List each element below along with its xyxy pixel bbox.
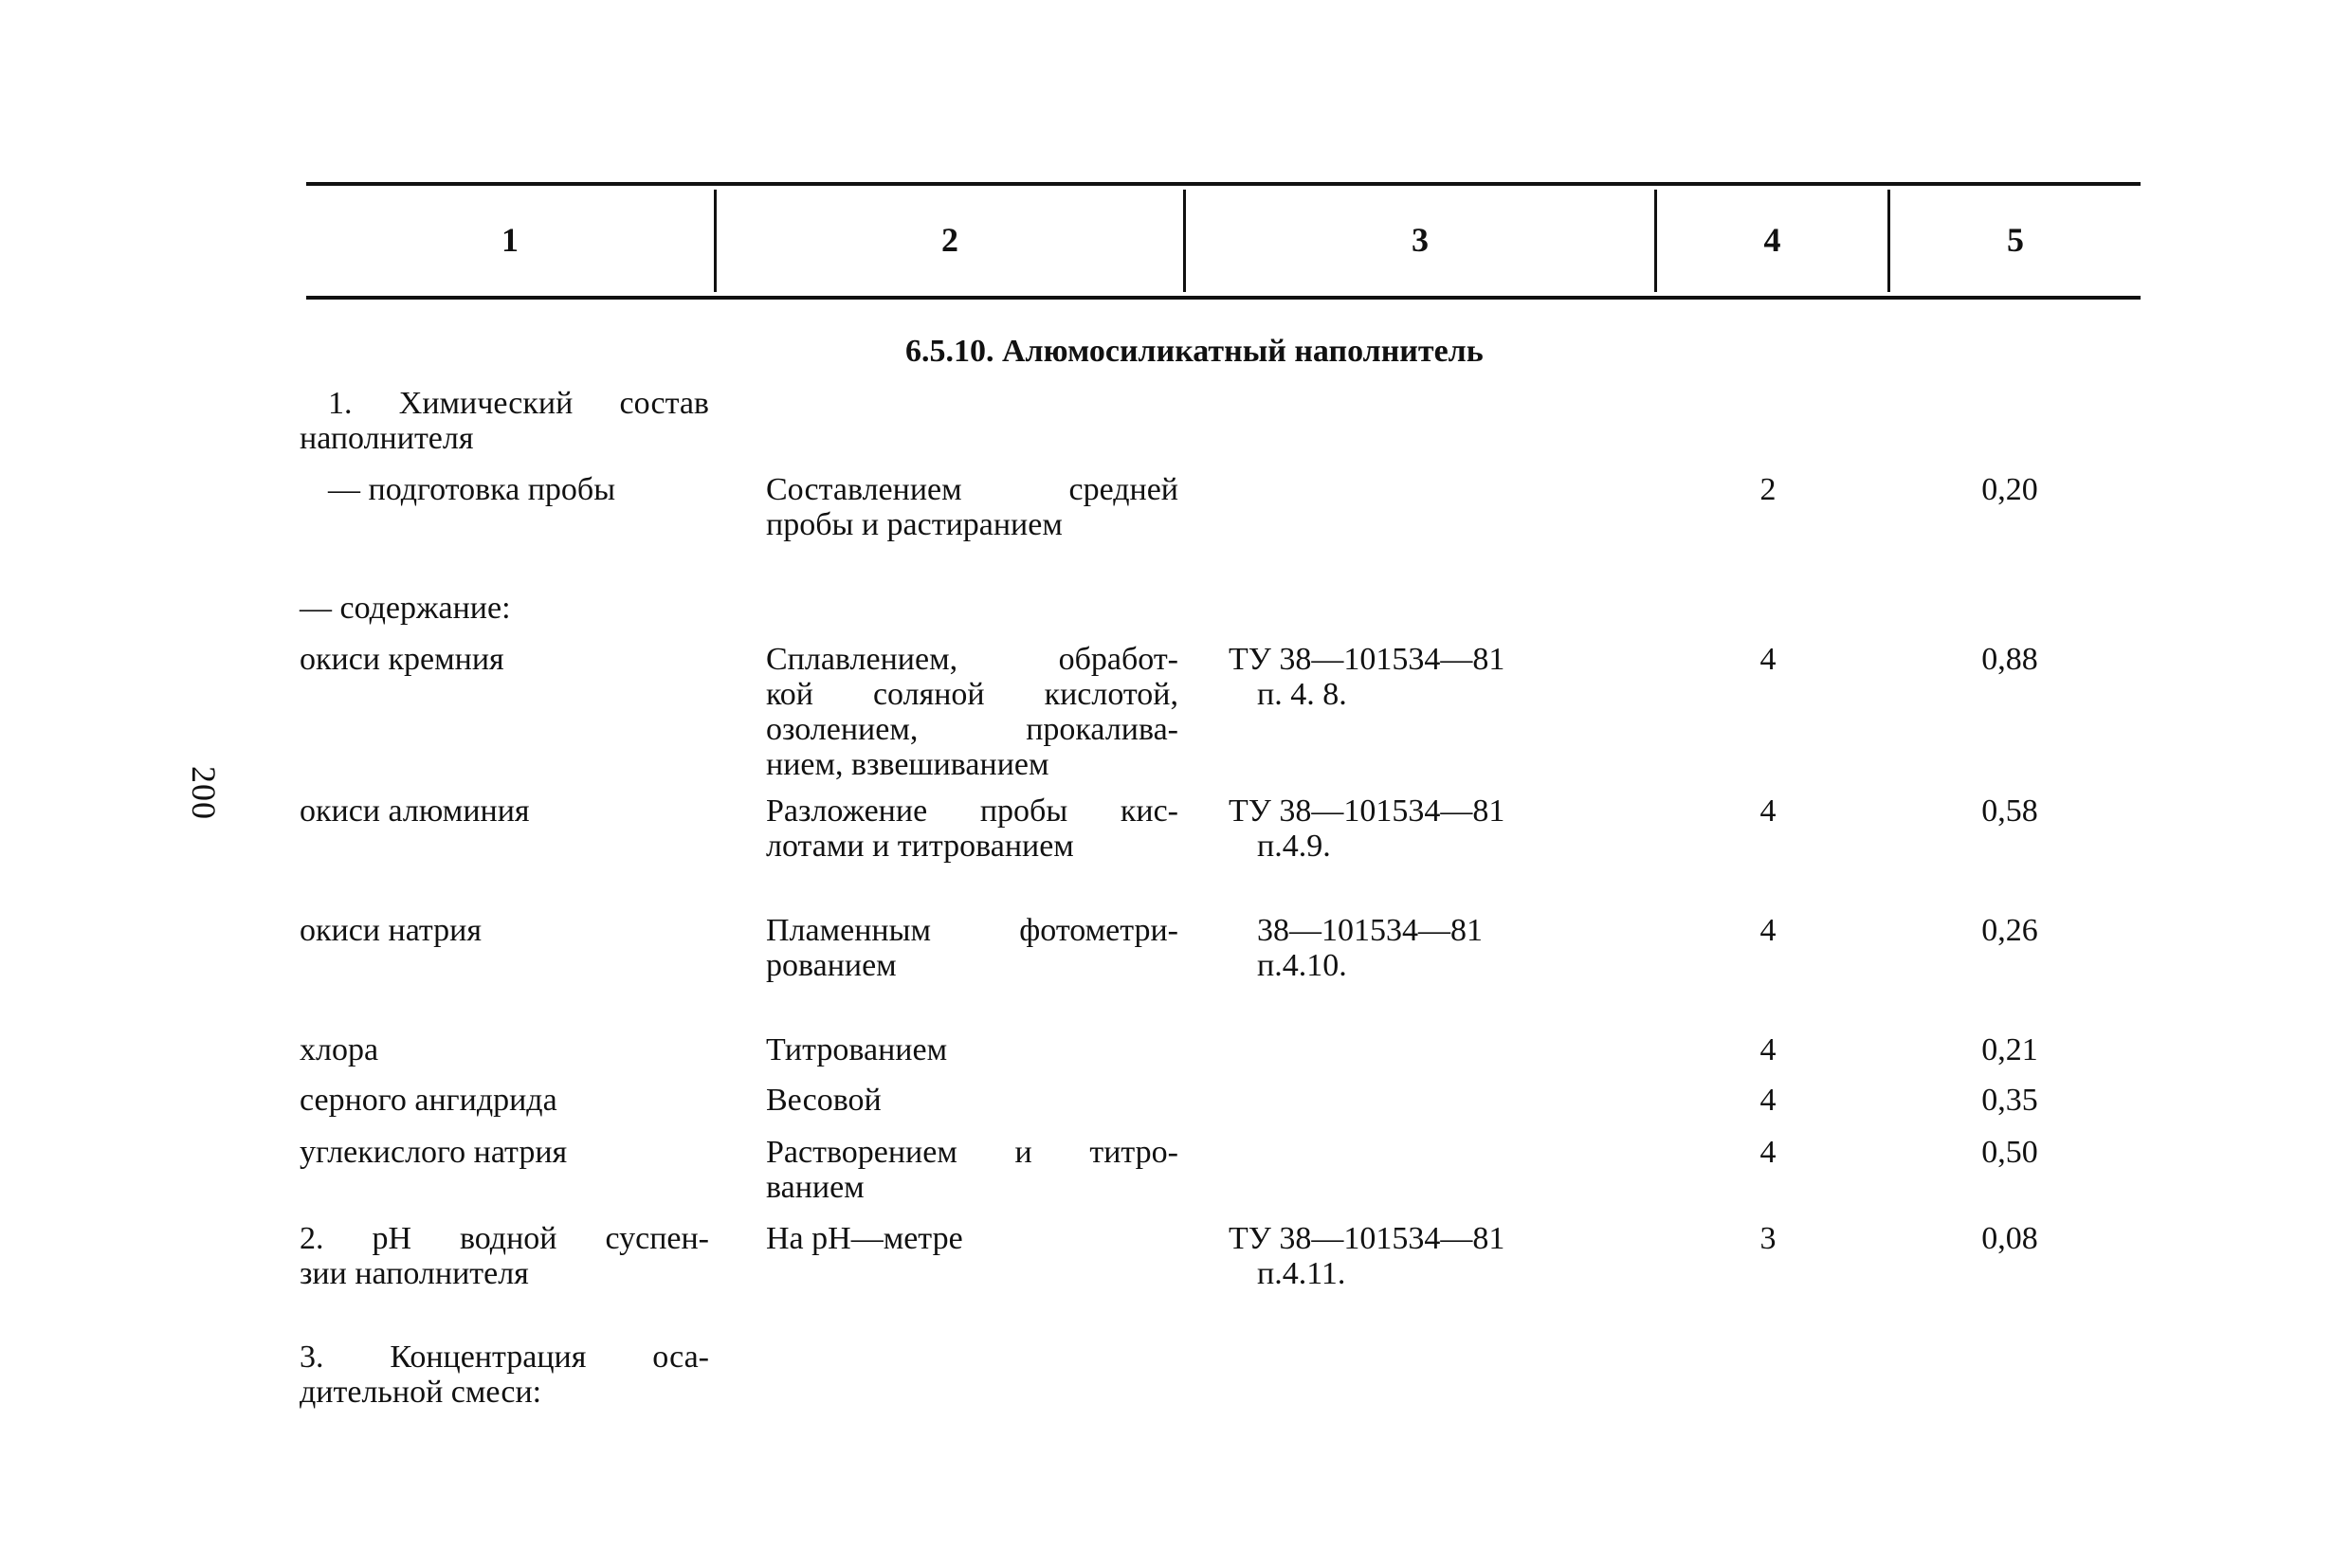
cell-col1 xyxy=(300,591,709,626)
cell-col4: 4 xyxy=(1759,793,1777,829)
section-title: 6.5.10. Алюмосиликатный наполнитель xyxy=(905,334,1484,369)
cell-line: Сплавлением, обработ- xyxy=(766,642,1178,677)
cell-line: п.4.11. xyxy=(1257,1256,1346,1291)
cell-line: п. 4. 8. xyxy=(1257,677,1347,712)
cell-col2 xyxy=(766,1135,1178,1205)
cell-line: Составлением средней xyxy=(766,472,1178,507)
cell-col4: 4 xyxy=(1759,1032,1777,1067)
cell-col1 xyxy=(300,1221,709,1291)
cell-line: нием, взвешиванием xyxy=(766,747,1049,782)
cell-line: лотами и титрованием xyxy=(766,829,1074,864)
cell-col5: 0,26 xyxy=(1981,913,2038,948)
table-header-bottom-rule xyxy=(306,296,2141,300)
cell-col1 xyxy=(300,386,709,456)
cell-col1 xyxy=(300,793,709,829)
cell-col2 xyxy=(766,1032,1178,1067)
cell-line: Пламенным фотометри- xyxy=(766,913,1178,948)
cell-line: 1. Химический состав xyxy=(328,386,709,421)
cell-line: Разложение пробы кис- xyxy=(766,793,1178,829)
cell-col4: 4 xyxy=(1759,913,1777,948)
cell-col3 xyxy=(1229,793,1541,864)
cell-col2 xyxy=(766,472,1178,542)
cell-col4: 3 xyxy=(1759,1221,1777,1256)
cell-col5: 0,21 xyxy=(1981,1032,2038,1067)
cell-line: Весовой xyxy=(766,1083,882,1118)
column-number-2: 2 xyxy=(941,221,958,259)
cell-col4: 4 xyxy=(1759,1135,1777,1170)
cell-col5: 0,58 xyxy=(1981,793,2038,829)
column-number-1: 1 xyxy=(501,221,519,259)
table-top-rule xyxy=(306,182,2141,186)
cell-col1 xyxy=(300,1083,709,1118)
cell-line: Титрованием xyxy=(766,1032,948,1067)
cell-col1 xyxy=(300,913,709,948)
cell-line: 3. Концентрация оса- xyxy=(300,1340,709,1375)
cell-col1 xyxy=(300,642,709,677)
cell-line: 2. pH водной суспен- xyxy=(300,1221,709,1256)
cell-col2 xyxy=(766,913,1178,983)
cell-line: углекислого натрия xyxy=(300,1135,568,1170)
cell-col4: 4 xyxy=(1759,1083,1777,1118)
cell-col1 xyxy=(300,1135,709,1170)
cell-col2 xyxy=(766,642,1178,782)
cell-line: ТУ 38—101534—81 xyxy=(1229,793,1505,829)
cell-col1 xyxy=(300,1340,709,1410)
cell-col5: 0,08 xyxy=(1981,1221,2038,1256)
cell-line: озолением, прокалива- xyxy=(766,712,1178,747)
cell-line: — содержание: xyxy=(300,591,511,626)
cell-col1 xyxy=(300,472,709,507)
cell-line: окиси натрия xyxy=(300,913,483,948)
cell-col5: 0,20 xyxy=(1981,472,2038,507)
cell-line: — подготовка пробы xyxy=(328,472,616,507)
cell-col4: 4 xyxy=(1759,642,1777,677)
cell-col5: 0,35 xyxy=(1981,1083,2038,1118)
cell-col2 xyxy=(766,793,1178,864)
page-number: 200 xyxy=(185,766,223,820)
cell-line: серного ангидрида xyxy=(300,1083,557,1118)
cell-line: п.4.10. xyxy=(1257,948,1347,983)
cell-col2 xyxy=(766,1083,1178,1118)
cell-line: п.4.9. xyxy=(1257,829,1331,864)
cell-line: пробы и растиранием xyxy=(766,507,1063,542)
cell-col5: 0,88 xyxy=(1981,642,2038,677)
cell-line: рованием xyxy=(766,948,897,983)
cell-line: кой соляной кислотой, xyxy=(766,677,1178,712)
cell-line: ТУ 38—101534—81 xyxy=(1229,1221,1505,1256)
column-number-3: 3 xyxy=(1412,221,1429,259)
cell-col3 xyxy=(1229,913,1541,983)
cell-line: ТУ 38—101534—81 xyxy=(1229,642,1505,677)
cell-line: наполнителя xyxy=(300,421,474,456)
cell-line: окиси кремния xyxy=(300,642,504,677)
cell-line: ванием xyxy=(766,1170,865,1205)
cell-col4: 2 xyxy=(1759,472,1777,507)
column-number-4: 4 xyxy=(1763,221,1781,259)
cell-col3 xyxy=(1229,1221,1541,1291)
cell-line: 38—101534—81 xyxy=(1257,913,1483,948)
column-number-5: 5 xyxy=(2007,221,2024,259)
cell-col3 xyxy=(1229,642,1541,712)
cell-line: Растворением и титро- xyxy=(766,1135,1178,1170)
cell-col2 xyxy=(766,1221,1178,1256)
cell-line: окиси алюминия xyxy=(300,793,530,829)
cell-line: хлора xyxy=(300,1032,379,1067)
cell-col1 xyxy=(300,1032,709,1067)
cell-line: дительной смеси: xyxy=(300,1375,542,1410)
cell-col5: 0,50 xyxy=(1981,1135,2038,1170)
cell-line: зии наполнителя xyxy=(300,1256,529,1291)
cell-line: На pH—метре xyxy=(766,1221,963,1256)
